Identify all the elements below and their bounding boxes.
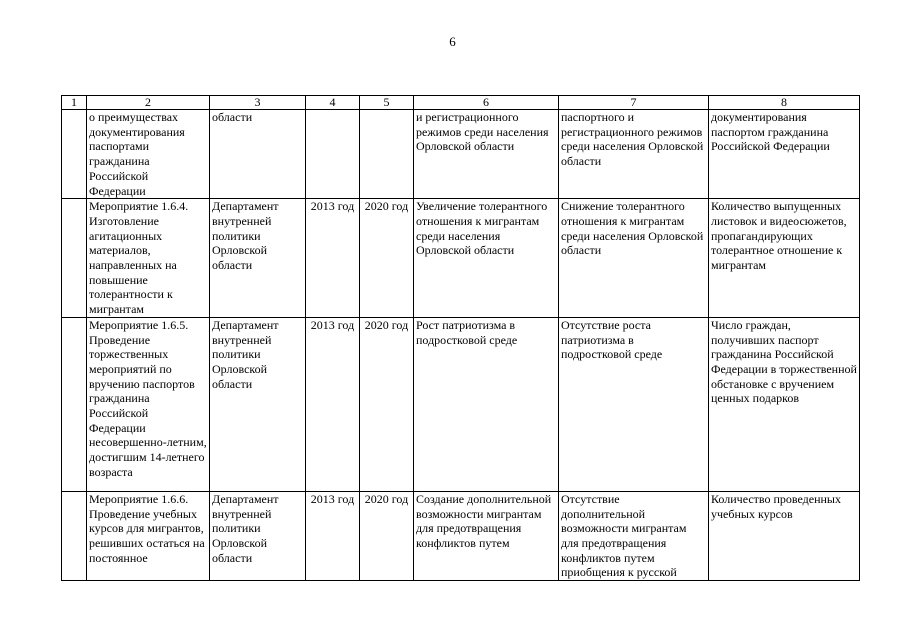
table-cell: Снижение толерантного отношения к мигрантам среди населения Орловской области [559, 199, 709, 318]
table-cell [360, 110, 414, 199]
table-cell: Мероприятие 1.6.6. Проведение учебных курсов для мигрантов, решивших остаться на постоянное [87, 491, 210, 580]
table-cell: 2013 год [306, 199, 360, 318]
table-cell [62, 199, 87, 318]
table-cell: 2020 год [360, 317, 414, 491]
header-cell: 8 [709, 96, 860, 110]
table-cell: о преимуществах документирования паспортами гражданина Российской Федерации [87, 110, 210, 199]
table-cell: Департамент внутренней политики Орловской области [210, 199, 306, 318]
page-number: 6 [449, 34, 456, 49]
header-cell: 7 [559, 96, 709, 110]
table-cell [306, 110, 360, 199]
table-row [62, 110, 860, 199]
header-cell: 3 [210, 96, 306, 110]
table-cell: Отсутствие дополнительной возможности мигрантам для предотвращения конфликтов путем приобщения к русской [559, 491, 709, 580]
table-cell [62, 491, 87, 580]
table-cell: 2020 год [360, 199, 414, 318]
table-cell: Департамент внутренней политики Орловской области [210, 317, 306, 491]
table-cell: 2013 год [306, 317, 360, 491]
table-cell: Отсутствие роста патриотизма в подростковой среде [559, 317, 709, 491]
measures-table [61, 95, 860, 581]
header-cell: 2 [87, 96, 210, 110]
table-cell: Мероприятие 1.6.4. Изготовление агитационных материалов, направленных на повышение толерантности к мигрантам [87, 199, 210, 318]
table-cell: Рост патриотизма в подростковой среде [414, 317, 559, 491]
table-cell: 2013 год [306, 491, 360, 580]
table-cell [62, 110, 87, 199]
table-cell: 2020 год [360, 491, 414, 580]
header-cell: 5 [360, 96, 414, 110]
table-cell: Увеличение толерантного отношения к мигрантам среди населения Орловской области [414, 199, 559, 318]
table-cell: Количество выпущенных листовок и видеосюжетов, пропагандирующих толерантное отношение к мигрантам [709, 199, 860, 318]
table-cell: документирования паспортом гражданина Российской Федерации [709, 110, 860, 199]
table-cell: и регистрационного режимов среди населения Орловской области [414, 110, 559, 199]
header-cell: 6 [414, 96, 559, 110]
table-row [62, 199, 860, 318]
table-row [62, 491, 860, 580]
header-cell: 4 [306, 96, 360, 110]
table-cell [62, 317, 87, 491]
table-cell: Мероприятие 1.6.5. Проведение торжественных мероприятий по вручению паспортов гражданина Российской Федерации несовершенно-летним, достигшим 14-летнего возраста [87, 317, 210, 491]
table-row [62, 317, 860, 491]
table-cell: Создание дополнительной возможности мигрантам для предотвращения конфликтов путем [414, 491, 559, 580]
header-cell: 1 [62, 96, 87, 110]
table-cell: Число граждан, получивших паспорт гражданина Российской Федерации в торжественной обстановке с вручением ценных подарков [709, 317, 860, 491]
table-cell: Департамент внутренней политики Орловской области [210, 491, 306, 580]
table-header-row [62, 96, 860, 110]
table-cell: Количество проведенных учебных курсов [709, 491, 860, 580]
table-cell: паспортного и регистрационного режимов среди населения Орловской области [559, 110, 709, 199]
table-cell: области [210, 110, 306, 199]
